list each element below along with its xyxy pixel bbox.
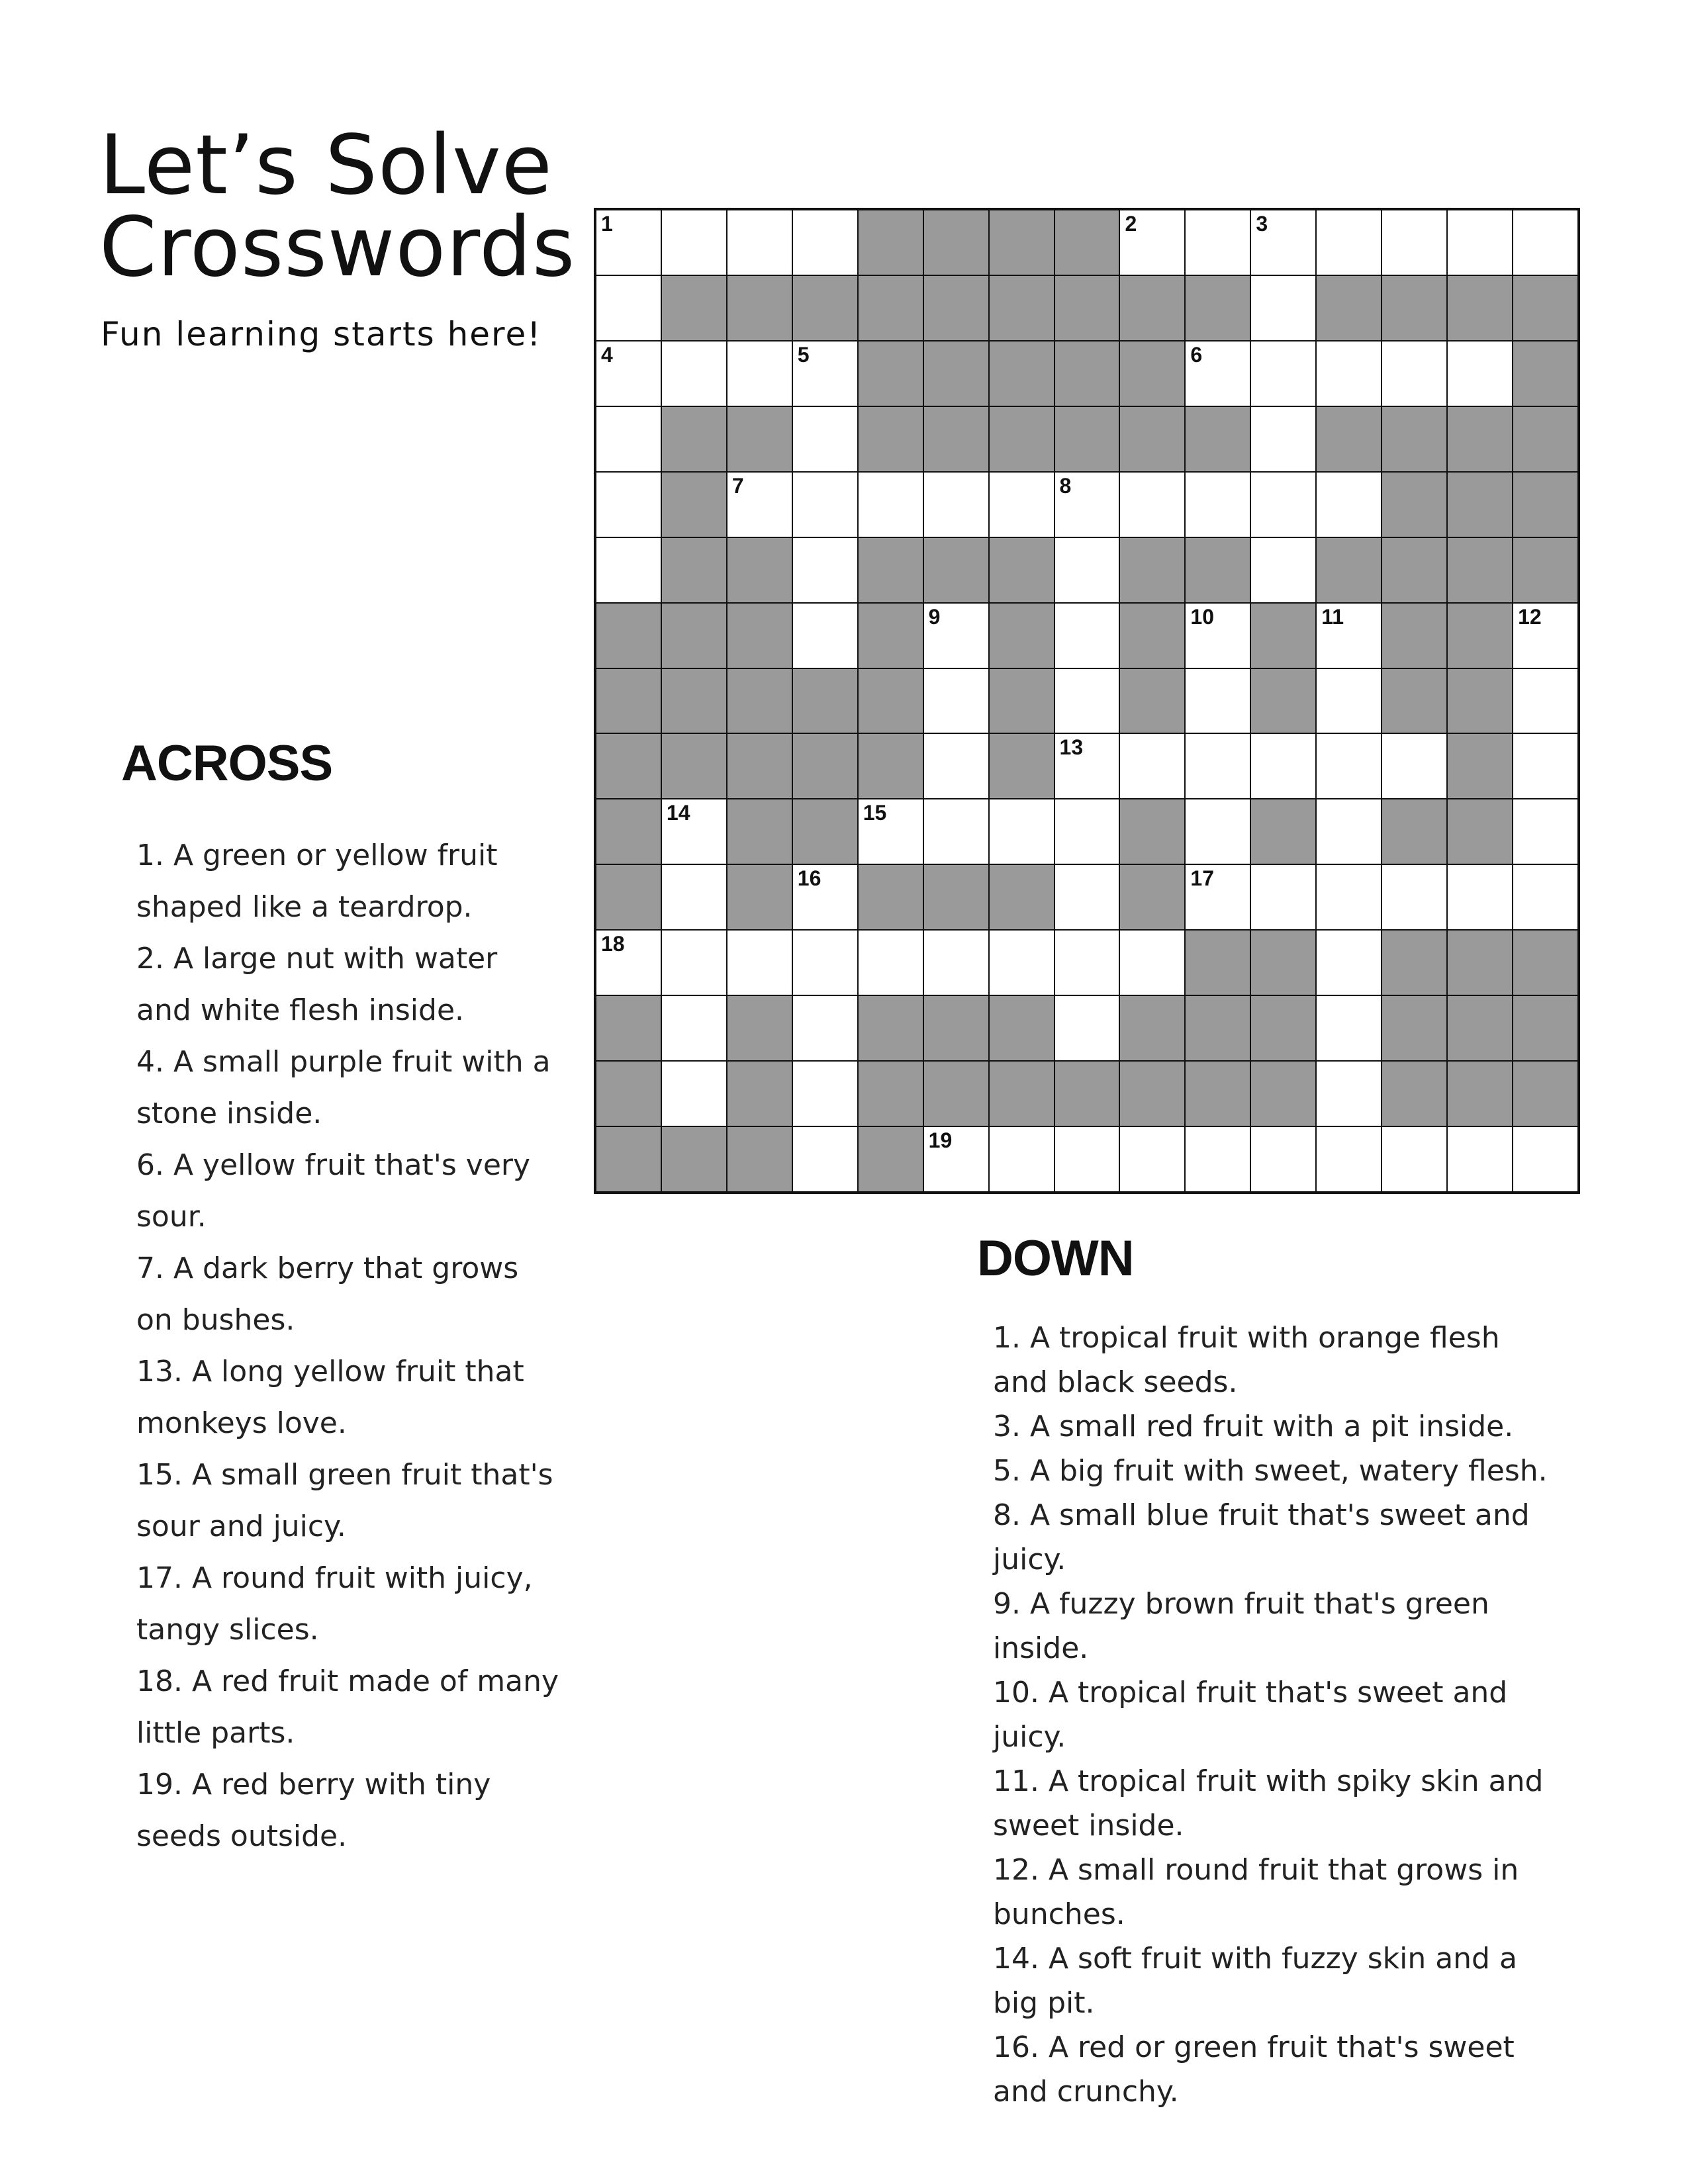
crossword-cell[interactable] (662, 1062, 726, 1126)
across-clue: 19. A red berry with tiny seeds outside. (136, 1768, 491, 1853)
crossword-cell[interactable] (1186, 865, 1250, 929)
crossword-cell[interactable] (859, 799, 923, 864)
crossword-cell[interactable] (793, 931, 857, 995)
crossword-cell[interactable] (662, 210, 726, 275)
crossword-block-cell (859, 996, 923, 1060)
crossword-block-cell (1186, 1062, 1250, 1126)
down-heading: DOWN (977, 1230, 1134, 1287)
clue-number: 5 (797, 342, 810, 367)
crossword-block-cell (596, 996, 661, 1060)
crossword-cell[interactable] (859, 931, 923, 995)
crossword-cell[interactable] (924, 1127, 988, 1191)
crossword-cell[interactable] (1120, 210, 1184, 275)
clue-number: 17 (1190, 866, 1214, 891)
crossword-cell[interactable] (1317, 865, 1381, 929)
clue-number: 1 (601, 212, 613, 236)
clue-number: 16 (797, 866, 821, 891)
crossword-block-cell (727, 1062, 792, 1126)
crossword-cell[interactable] (1186, 734, 1250, 798)
crossword-cell[interactable] (596, 210, 661, 275)
page-subtitle: Fun learning starts here! (101, 315, 542, 353)
crossword-block-cell (1513, 341, 1577, 406)
crossword-cell[interactable] (596, 538, 661, 602)
crossword-cell[interactable] (1513, 669, 1577, 733)
crossword-block-cell (1382, 799, 1446, 864)
clue-number: 3 (1256, 212, 1268, 236)
clue-number: 6 (1190, 342, 1203, 367)
down-clue: 3. A small red fruit with a pit inside. (993, 1410, 1514, 1443)
crossword-cell[interactable] (1317, 734, 1381, 798)
crossword-block-cell (1448, 799, 1512, 864)
crossword-cell[interactable] (1251, 341, 1315, 406)
crossword-block-cell (1382, 473, 1446, 537)
crossword-block-cell (596, 734, 661, 798)
crossword-block-cell (793, 669, 857, 733)
crossword-block-cell (859, 669, 923, 733)
crossword-cell[interactable] (1055, 669, 1119, 733)
crossword-cell[interactable] (1251, 1127, 1315, 1191)
across-clue: 4. A small purple fruit with a stone inside. (136, 1045, 551, 1130)
crossword-block-cell (859, 341, 923, 406)
crossword-cell[interactable] (1382, 1127, 1446, 1191)
crossword-cell[interactable] (1251, 276, 1315, 340)
crossword-grid (594, 208, 1580, 1194)
down-clue-list (993, 1316, 1562, 2114)
crossword-cell[interactable] (1251, 473, 1315, 537)
crossword-block-cell (924, 210, 988, 275)
crossword-cell[interactable] (1317, 341, 1381, 406)
crossword-block-cell (990, 604, 1054, 668)
crossword-cell[interactable] (1251, 538, 1315, 602)
crossword-cell[interactable] (924, 473, 988, 537)
crossword-cell[interactable] (1448, 210, 1512, 275)
down-clue: 9. A fuzzy brown fruit that's green inside. (993, 1587, 1489, 1665)
crossword-block-cell (596, 604, 661, 668)
crossword-block-cell (1120, 341, 1184, 406)
crossword-cell[interactable] (1317, 996, 1381, 1060)
crossword-block-cell (1448, 931, 1512, 995)
crossword-block-cell (1513, 407, 1577, 471)
crossword-block-cell (859, 276, 923, 340)
crossword-block-cell (662, 276, 726, 340)
crossword-cell[interactable] (662, 996, 726, 1060)
crossword-cell[interactable] (1055, 865, 1119, 929)
clue-number: 11 (1321, 604, 1344, 629)
down-clue: 11. A tropical fruit with spiky skin and sweet inside. (993, 1764, 1544, 1843)
crossword-block-cell (859, 1062, 923, 1126)
crossword-block-cell (1186, 996, 1250, 1060)
clue-number: 13 (1059, 735, 1084, 760)
crossword-cell[interactable] (1251, 734, 1315, 798)
crossword-block-cell (1251, 1062, 1315, 1126)
crossword-cell[interactable] (793, 865, 857, 929)
crossword-block-cell (1513, 1062, 1577, 1126)
crossword-cell[interactable] (727, 473, 792, 537)
crossword-cell[interactable] (1120, 931, 1184, 995)
crossword-cell[interactable] (1186, 210, 1250, 275)
crossword-block-cell (727, 996, 792, 1060)
crossword-block-cell (924, 1062, 988, 1126)
across-clue-list (136, 830, 560, 1862)
crossword-block-cell (990, 865, 1054, 929)
crossword-block-cell (1251, 604, 1315, 668)
page-title (99, 118, 576, 295)
crossword-block-cell (1055, 341, 1119, 406)
crossword-cell[interactable] (1120, 473, 1184, 537)
crossword-block-cell (596, 865, 661, 929)
crossword-block-cell (1120, 996, 1184, 1060)
crossword-cell[interactable] (1317, 931, 1381, 995)
clue-number: 15 (863, 801, 887, 825)
crossword-block-cell (1251, 931, 1315, 995)
across-clue: 1. A green or yellow fruit shaped like a teardrop. (136, 839, 498, 924)
clue-number: 8 (1059, 473, 1072, 498)
across-clue: 15. A small green fruit that's sour and juicy. (136, 1458, 553, 1543)
crossword-cell[interactable] (662, 931, 726, 995)
crossword-block-cell (1448, 473, 1512, 537)
across-heading: ACROSS (121, 735, 333, 792)
crossword-block-cell (1186, 276, 1250, 340)
clue-number: 14 (666, 801, 690, 825)
crossword-cell[interactable] (793, 407, 857, 471)
crossword-cell[interactable] (1120, 734, 1184, 798)
down-clue: 12. A small round fruit that grows in bunches. (993, 1853, 1519, 1931)
crossword-block-cell (727, 1127, 792, 1191)
crossword-cell[interactable] (1382, 341, 1446, 406)
crossword-block-cell (859, 538, 923, 602)
crossword-block-cell (1382, 276, 1446, 340)
crossword-block-cell (1382, 538, 1446, 602)
crossword-cell[interactable] (1317, 1062, 1381, 1126)
crossword-block-cell (1055, 210, 1119, 275)
title-line-1: Let’s Solve (99, 118, 553, 213)
crossword-block-cell (727, 538, 792, 602)
crossword-cell[interactable] (596, 407, 661, 471)
clue-number: 12 (1518, 604, 1542, 629)
crossword-cell[interactable] (924, 669, 988, 733)
across-clue: 13. A long yellow fruit that monkeys love. (136, 1355, 524, 1440)
crossword-cell[interactable] (990, 473, 1054, 537)
crossword-block-cell (990, 996, 1054, 1060)
crossword-block-cell (924, 996, 988, 1060)
crossword-cell[interactable] (1055, 734, 1119, 798)
crossword-cell[interactable] (1055, 604, 1119, 668)
crossword-block-cell (1382, 1062, 1446, 1126)
down-clue: 16. A red or green fruit that's sweet and crunchy. (993, 2030, 1515, 2109)
crossword-cell[interactable] (990, 931, 1054, 995)
crossword-block-cell (859, 210, 923, 275)
crossword-cell[interactable] (1186, 473, 1250, 537)
crossword-block-cell (1382, 407, 1446, 471)
crossword-cell[interactable] (924, 604, 988, 668)
crossword-block-cell (727, 407, 792, 471)
crossword-block-cell (596, 799, 661, 864)
crossword-block-cell (1120, 669, 1184, 733)
title-line-2: Crosswords (99, 200, 576, 295)
crossword-cell[interactable] (1055, 996, 1119, 1060)
crossword-cell[interactable] (727, 931, 792, 995)
crossword-block-cell (1055, 1062, 1119, 1126)
crossword-block-cell (1448, 407, 1512, 471)
crossword-cell[interactable] (859, 473, 923, 537)
crossword-cell[interactable] (1513, 210, 1577, 275)
crossword-block-cell (859, 1127, 923, 1191)
crossword-block-cell (1448, 669, 1512, 733)
crossword-block-cell (1186, 538, 1250, 602)
crossword-cell[interactable] (793, 1062, 857, 1126)
crossword-cell[interactable] (1186, 604, 1250, 668)
crossword-block-cell (793, 734, 857, 798)
crossword-block-cell (1317, 407, 1381, 471)
crossword-block-cell (662, 407, 726, 471)
crossword-cell[interactable] (662, 799, 726, 864)
crossword-block-cell (727, 799, 792, 864)
crossword-block-cell (1448, 734, 1512, 798)
crossword-block-cell (727, 604, 792, 668)
crossword-block-cell (727, 865, 792, 929)
crossword-cell[interactable] (662, 865, 726, 929)
crossword-block-cell (1382, 669, 1446, 733)
crossword-block-cell (662, 473, 726, 537)
crossword-cell[interactable] (1513, 1127, 1577, 1191)
crossword-block-cell (793, 799, 857, 864)
crossword-block-cell (662, 669, 726, 733)
crossword-block-cell (859, 604, 923, 668)
crossword-cell[interactable] (1055, 799, 1119, 864)
crossword-block-cell (990, 276, 1054, 340)
crossword-block-cell (662, 538, 726, 602)
crossword-cell[interactable] (1251, 865, 1315, 929)
across-clue: 18. A red fruit made of many little parts. (136, 1664, 559, 1750)
crossword-cell[interactable] (1382, 210, 1446, 275)
crossword-cell[interactable] (596, 473, 661, 537)
crossword-block-cell (596, 1062, 661, 1126)
crossword-cell[interactable] (793, 210, 857, 275)
crossword-block-cell (1513, 538, 1577, 602)
crossword-block-cell (1055, 407, 1119, 471)
crossword-cell[interactable] (1055, 931, 1119, 995)
crossword-block-cell (596, 669, 661, 733)
crossword-block-cell (859, 407, 923, 471)
crossword-cell[interactable] (727, 210, 792, 275)
crossword-cell[interactable] (596, 276, 661, 340)
crossword-cell[interactable] (990, 799, 1054, 864)
crossword-block-cell (859, 865, 923, 929)
crossword-block-cell (1382, 996, 1446, 1060)
crossword-cell[interactable] (596, 341, 661, 406)
crossword-cell[interactable] (924, 734, 988, 798)
crossword-cell[interactable] (1317, 1127, 1381, 1191)
crossword-cell[interactable] (1513, 604, 1577, 668)
crossword-block-cell (1251, 799, 1315, 864)
down-clue: 8. A small blue fruit that's sweet and juicy. (993, 1498, 1530, 1576)
crossword-cell[interactable] (1513, 865, 1577, 929)
crossword-block-cell (859, 734, 923, 798)
crossword-block-cell (727, 276, 792, 340)
crossword-block-cell (990, 210, 1054, 275)
crossword-cell[interactable] (1317, 799, 1381, 864)
crossword-cell[interactable] (793, 341, 857, 406)
crossword-block-cell (990, 734, 1054, 798)
clue-number: 2 (1125, 212, 1137, 236)
crossword-cell[interactable] (1251, 407, 1315, 471)
crossword-block-cell (727, 734, 792, 798)
crossword-cell[interactable] (662, 341, 726, 406)
crossword-block-cell (990, 538, 1054, 602)
crossword-cell[interactable] (1055, 538, 1119, 602)
crossword-block-cell (924, 407, 988, 471)
crossword-cell[interactable] (596, 931, 661, 995)
crossword-cell[interactable] (1120, 1127, 1184, 1191)
crossword-cell[interactable] (990, 1127, 1054, 1191)
crossword-block-cell (1513, 276, 1577, 340)
crossword-cell[interactable] (1317, 210, 1381, 275)
across-clue: 2. A large nut with water and white flesh inside. (136, 942, 498, 1027)
across-clue: 6. A yellow fruit that's very sour. (136, 1148, 531, 1234)
crossword-cell[interactable] (1448, 1127, 1512, 1191)
crossword-cell[interactable] (1186, 669, 1250, 733)
clue-number: 10 (1190, 604, 1214, 629)
crossword-block-cell (596, 1127, 661, 1191)
crossword-block-cell (727, 669, 792, 733)
crossword-block-cell (1120, 799, 1184, 864)
crossword-cell[interactable] (1186, 799, 1250, 864)
crossword-block-cell (1120, 865, 1184, 929)
crossword-cell[interactable] (1317, 473, 1381, 537)
down-clue: 1. A tropical fruit with orange flesh and black seeds. (993, 1321, 1500, 1399)
crossword-cell[interactable] (1448, 865, 1512, 929)
crossword-cell[interactable] (924, 931, 988, 995)
crossword-block-cell (1120, 1062, 1184, 1126)
crossword-block-cell (990, 407, 1054, 471)
down-clue: 14. A soft fruit with fuzzy skin and a big pit. (993, 1942, 1517, 2020)
crossword-cell[interactable] (793, 996, 857, 1060)
down-clue: 5. A big fruit with sweet, watery flesh. (993, 1454, 1548, 1488)
across-clue: 7. A dark berry that grows on bushes. (136, 1251, 519, 1337)
crossword-block-cell (793, 276, 857, 340)
crossword-cell[interactable] (1382, 734, 1446, 798)
crossword-cell[interactable] (1448, 341, 1512, 406)
crossword-cell[interactable] (1251, 210, 1315, 275)
clue-number: 7 (731, 473, 744, 498)
crossword-cell[interactable] (793, 538, 857, 602)
crossword-block-cell (990, 669, 1054, 733)
crossword-cell[interactable] (1055, 1127, 1119, 1191)
crossword-cell[interactable] (793, 473, 857, 537)
crossword-block-cell (1120, 407, 1184, 471)
crossword-block-cell (662, 734, 726, 798)
crossword-block-cell (924, 865, 988, 929)
crossword-block-cell (1186, 931, 1250, 995)
crossword-cell[interactable] (793, 1127, 857, 1191)
crossword-block-cell (662, 1127, 726, 1191)
crossword-block-cell (1448, 604, 1512, 668)
crossword-block-cell (1448, 276, 1512, 340)
crossword-cell[interactable] (1186, 341, 1250, 406)
crossword-block-cell (662, 604, 726, 668)
crossword-cell[interactable] (924, 799, 988, 864)
crossword-block-cell (1055, 276, 1119, 340)
crossword-block-cell (1251, 669, 1315, 733)
across-clue: 17. A round fruit with juicy, tangy slices. (136, 1561, 533, 1647)
crossword-block-cell (1513, 473, 1577, 537)
down-clue: 10. A tropical fruit that's sweet and juicy. (993, 1676, 1508, 1754)
crossword-cell[interactable] (1317, 669, 1381, 733)
crossword-block-cell (1382, 931, 1446, 995)
crossword-block-cell (1317, 538, 1381, 602)
crossword-block-cell (1513, 931, 1577, 995)
clue-number: 19 (928, 1128, 953, 1153)
crossword-block-cell (990, 341, 1054, 406)
crossword-cell[interactable] (1317, 604, 1381, 668)
crossword-block-cell (990, 1062, 1054, 1126)
crossword-cell[interactable] (1513, 799, 1577, 864)
crossword-block-cell (1317, 276, 1381, 340)
crossword-cell[interactable] (793, 604, 857, 668)
crossword-cell[interactable] (1382, 865, 1446, 929)
crossword-block-cell (924, 341, 988, 406)
crossword-block-cell (924, 276, 988, 340)
clue-number: 4 (601, 342, 613, 367)
crossword-block-cell (1382, 604, 1446, 668)
clue-number: 9 (928, 604, 941, 629)
crossword-block-cell (1513, 996, 1577, 1060)
crossword-cell[interactable] (1186, 1127, 1250, 1191)
crossword-block-cell (1251, 996, 1315, 1060)
crossword-block-cell (1120, 276, 1184, 340)
crossword-cell[interactable] (727, 341, 792, 406)
crossword-cell[interactable] (1513, 734, 1577, 798)
crossword-block-cell (1448, 996, 1512, 1060)
crossword-block-cell (1120, 604, 1184, 668)
crossword-block-cell (1448, 538, 1512, 602)
crossword-block-cell (1120, 538, 1184, 602)
crossword-block-cell (1186, 407, 1250, 471)
crossword-cell[interactable] (1055, 473, 1119, 537)
crossword-block-cell (924, 538, 988, 602)
crossword-block-cell (1448, 1062, 1512, 1126)
clue-number: 18 (601, 932, 625, 956)
